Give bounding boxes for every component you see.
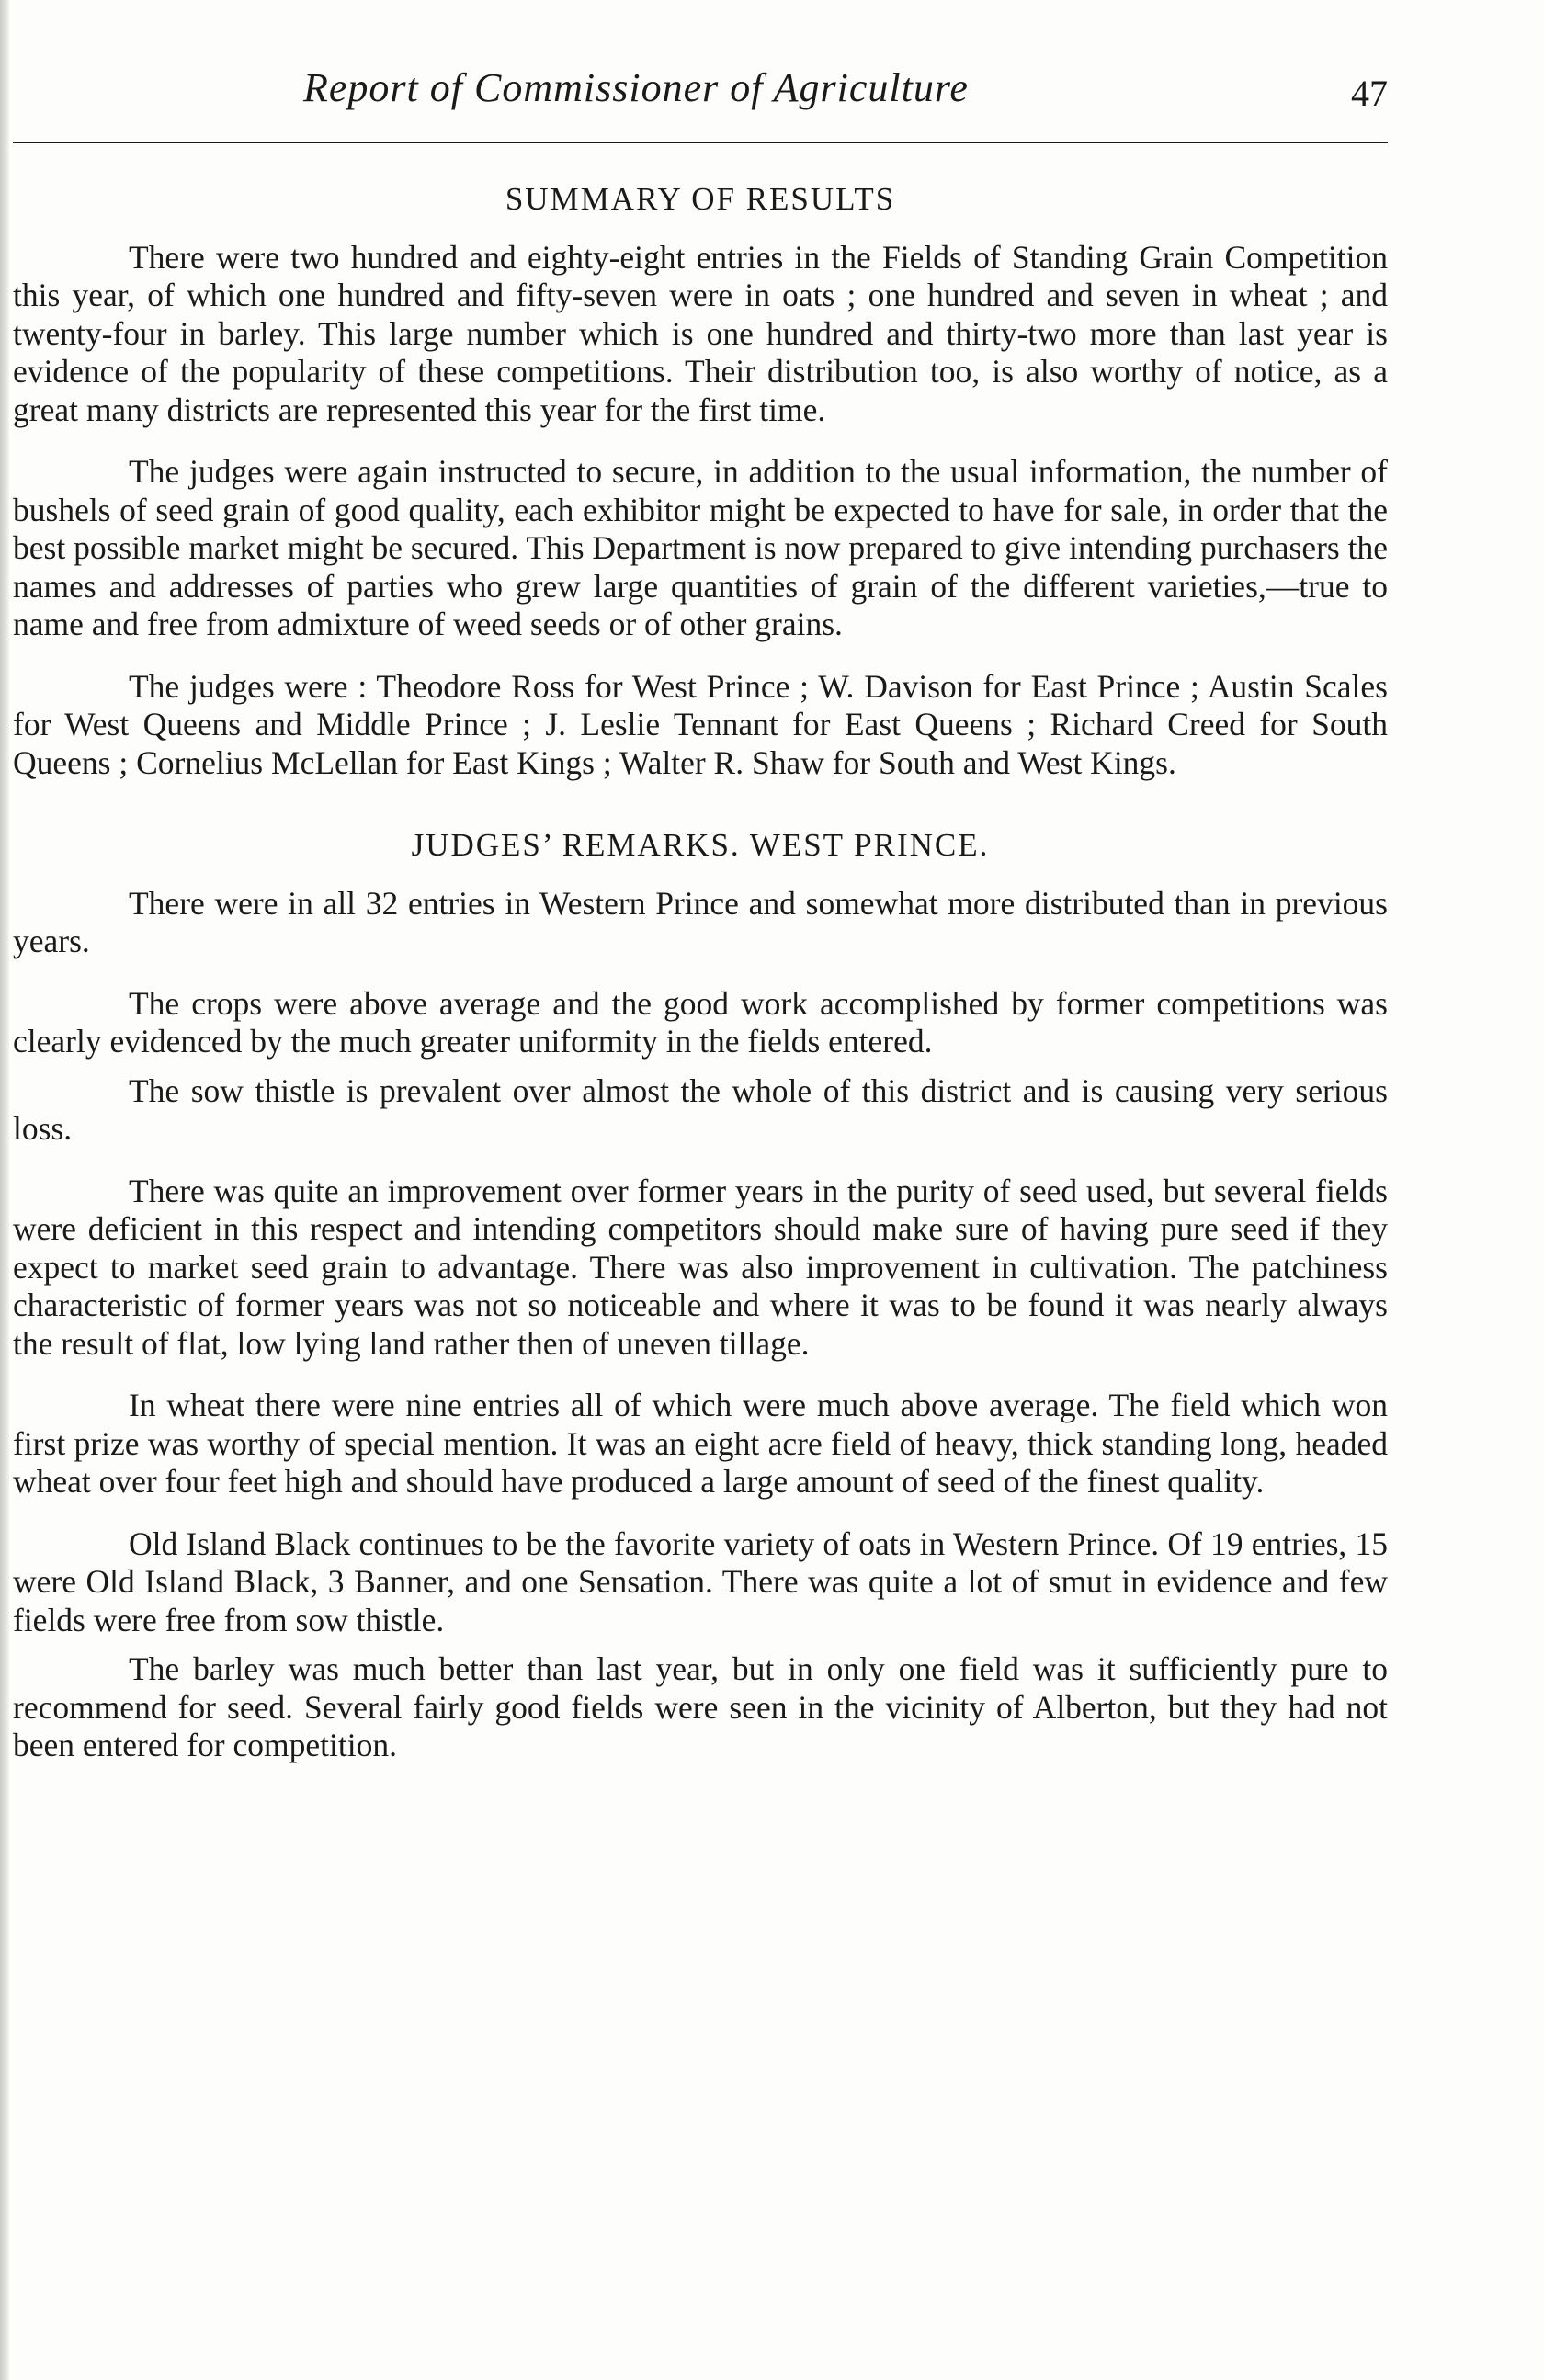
paragraph: There were two hundred and eighty-eight entries in the Fields of Standing Grain Competition this year, of which one hundred and fifty-seven were in oats ; one hundred and seven in wheat ; and twenty-four in barley. This large number which is one hundred and thirty-two more than last year is evidence of the popularity of these competitions. Their distribution too, is also worthy of notice, as a great many districts are represented this year for the first time.: [13, 238, 1388, 428]
section-heading-summary: SUMMARY OF RESULTS: [505, 181, 896, 217]
paragraph: The judges were : Theodore Ross for West Prince ; W. Davison for East Prince ; Austin Scales for West Queens and Middle Prince ; J. Leslie Tennant for East Queens ; Richard Creed for South Queens ; Cornelius McLellan for East Kings ; Walter R. Shaw for South and West Kings.: [13, 667, 1388, 781]
running-head: Report of Commissioner of Agriculture: [303, 65, 969, 110]
page-body: [13, 180, 1388, 1789]
paragraph: The sow thistle is prevalent over almost the whole of this district and is causing very serious loss.: [13, 1071, 1388, 1147]
paragraph: There were in all 32 entries in Western Prince and somewhat more distributed than in previous years.: [13, 884, 1388, 959]
page-number: 47: [1351, 73, 1388, 114]
paragraph: The barley was much better than last year, but in only one field was it sufficiently pure to recommend for seed. Several fairly good fields were seen in the vicinity of Alberton, but they had not been entered for competition.: [13, 1650, 1388, 1763]
paragraph: In wheat there were nine entries all of which were much above average. The field which won first prize was worthy of special mention. It was an eight acre field of heavy, thick standing long, headed wheat over four feet high and should have produced a large amount of seed of the finest quality.: [13, 1387, 1388, 1500]
paragraph: Old Island Black continues to be the favorite variety of oats in Western Prince. Of 19 entries, 15 were Old Island Black, 3 Banner, and one Sensation. There was quite a lot of smut in evidence and few fields were free from sow thistle.: [13, 1524, 1388, 1638]
binding-gutter: [0, 0, 9, 2380]
paragraph: The crops were above average and the good work accomplished by former competitions was clearly evidenced by the much greater uniformity in the fields entered.: [13, 984, 1388, 1060]
page-header: [13, 57, 1388, 140]
header-rule: [13, 142, 1388, 143]
paragraph: The judges were again instructed to secure, in addition to the usual information, the number of bushels of seed grain of good quality, each exhibitor might be expected to have for sale, in order that the best possible market might be secured. This Department is now prepared to give intending purchasers the names and addresses of parties who grew large quantities of grain of the different varieties,—true to name and free from admixture of weed seeds or of other grains.: [13, 453, 1388, 642]
paragraph: There was quite an improvement over former years in the purity of seed used, but several fields were deficient in this respect and intending competitors should make sure of having pure seed if they expect to market seed grain to advantage. There was also improvement in cultivation. The patchiness characteristic of former years was not so noticeable and where it was to be found it was nearly always the result of flat, low lying land rather then of uneven tillage.: [13, 1172, 1388, 1362]
section-heading-remarks: JUDGES’ REMARKS. WEST PRINCE.: [411, 827, 990, 863]
